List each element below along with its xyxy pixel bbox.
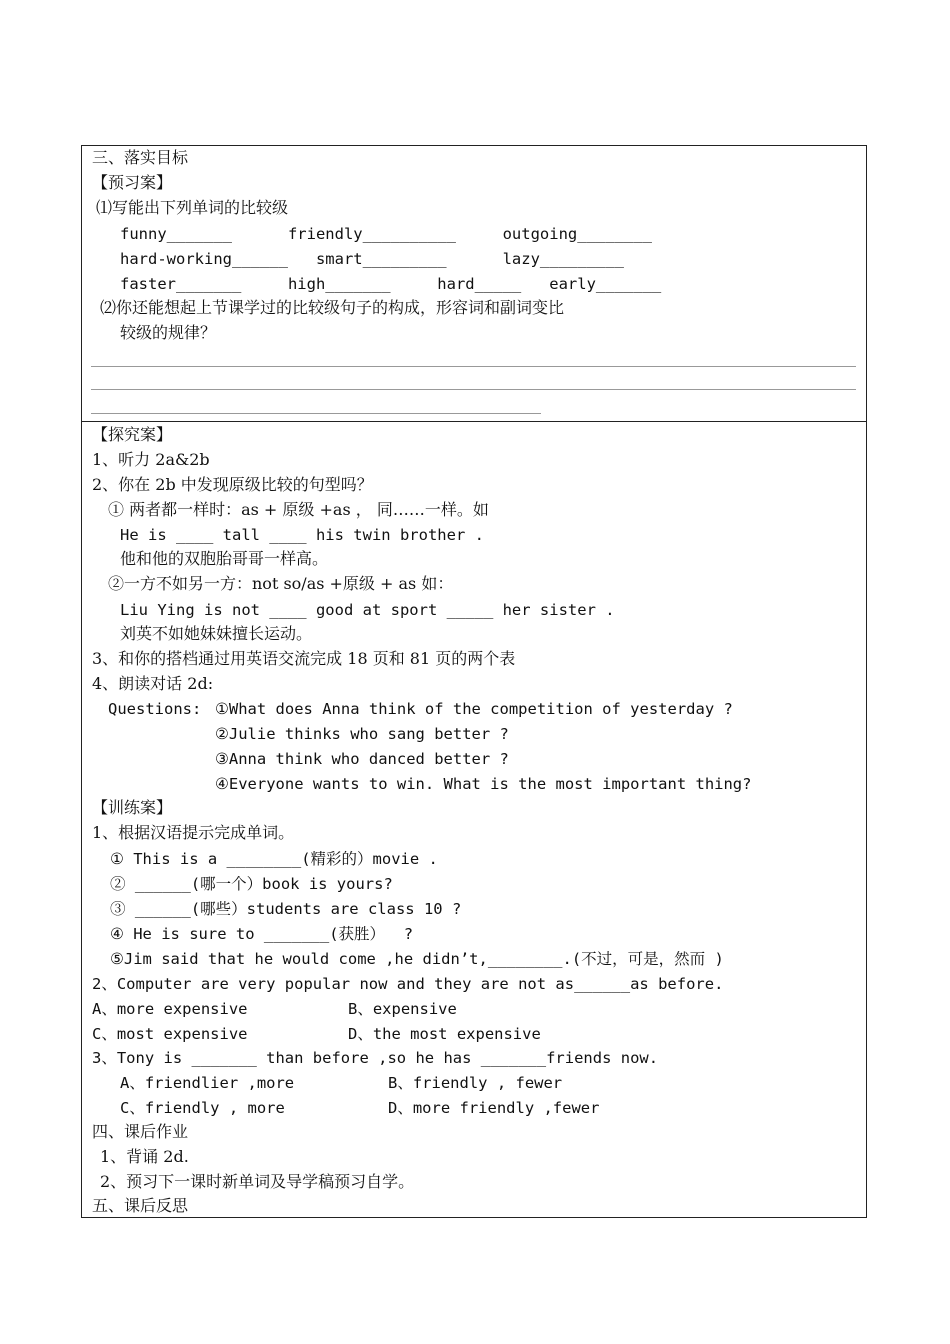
explore-heading: 【探究案】 xyxy=(92,425,173,444)
training-item-3: ③ ______(哪些）students are class 10 ? xyxy=(110,900,462,918)
question-3: ③Anna think who danced better ? xyxy=(215,750,509,768)
training-line-3: 3、Tony is _______ than before ,so he has _______friends now. xyxy=(92,1049,659,1067)
preview-question-2: ⑵你还能想起上节课学过的比较级句子的构成，形容词和副词变比 xyxy=(100,298,565,317)
homework-1: 1、背诵 2d. xyxy=(100,1147,189,1166)
answer-line xyxy=(91,366,856,367)
preview-heading: 【预习案】 xyxy=(92,173,173,192)
explore-line-3: ① 两者都一样时：as + 原级 +as ， 同……一样。如 xyxy=(108,500,489,519)
section-five-title: 五、课后反思 xyxy=(92,1196,189,1215)
preview-question-1: ⑴写能出下列单词的比较级 xyxy=(96,198,289,217)
section-three-title: 三、落实目标 xyxy=(92,148,189,167)
option-c3: C、friendly , more xyxy=(120,1099,285,1117)
training-item-1: ① This is a ________(精彩的）movie . xyxy=(110,850,438,868)
answer-line xyxy=(91,389,856,390)
training-heading: 【训练案】 xyxy=(92,798,173,817)
questions-label: Questions: xyxy=(108,700,202,718)
option-b: B、expensive xyxy=(348,1000,457,1018)
word-row-1: funny_______ friendly__________ outgoing________ xyxy=(120,225,652,243)
option-a: A、more expensive xyxy=(92,1000,248,1018)
word-row-3: faster_______ high_______ hard_____ early_______ xyxy=(120,275,662,293)
explore-line-5: 他和他的双胞胎哥哥一样高。 xyxy=(120,549,329,568)
explore-line-7: Liu Ying is not ____ good at sport _____ her sister . xyxy=(120,601,615,619)
homework-2: 2、预习下一课时新单词及导学稿预习自学。 xyxy=(100,1172,415,1191)
option-d3: D、more friendly ,fewer xyxy=(388,1099,600,1117)
training-item-5: ⑤Jim said that he would come ,he didn’t,________.(不过，可是，然而 ) xyxy=(110,950,724,968)
explore-line-2: 2、你在 2b 中发现原级比较的句型吗？ xyxy=(92,475,373,494)
explore-line-10: 4、朗读对话 2d: xyxy=(92,674,214,693)
word-row-2: hard-working______ smart_________ lazy_________ xyxy=(120,250,624,268)
answer-line xyxy=(91,413,541,414)
training-item-4: ④ He is sure to _______(获胜） ? xyxy=(110,925,414,943)
training-line-2: 2、Computer are very popular now and they are not as______as before. xyxy=(92,975,724,993)
training-line-1: 1、根据汉语提示完成单词。 xyxy=(92,823,295,842)
question-1: ①What does Anna think of the competition of yesterday ? xyxy=(215,700,733,718)
section-divider xyxy=(81,421,867,422)
preview-question-2-cont: 较级的规律？ xyxy=(120,323,217,342)
question-4: ④Everyone wants to win. What is the most important thing? xyxy=(215,775,752,793)
explore-line-4: He is ____ tall ____ his twin brother . xyxy=(120,526,484,544)
option-b3: B、friendly , fewer xyxy=(388,1074,563,1092)
section-four-title: 四、课后作业 xyxy=(92,1122,189,1141)
explore-line-6: ②一方不如另一方：not so/as +原级 + as 如： xyxy=(108,574,454,593)
question-2: ②Julie thinks who sang better ? xyxy=(215,725,509,743)
explore-line-9: 3、和你的搭档通过用英语交流完成 18 页和 81 页的两个表 xyxy=(92,649,516,668)
option-d: D、the most expensive xyxy=(348,1025,541,1043)
explore-line-1: 1、听力 2a&2b xyxy=(92,450,210,469)
option-c: C、most expensive xyxy=(92,1025,248,1043)
option-a3: A、friendlier ,more xyxy=(120,1074,295,1092)
training-item-2: ② ______(哪一个）book is yours? xyxy=(110,875,393,893)
explore-line-8: 刘英不如她妹妹擅长运动。 xyxy=(120,624,313,643)
